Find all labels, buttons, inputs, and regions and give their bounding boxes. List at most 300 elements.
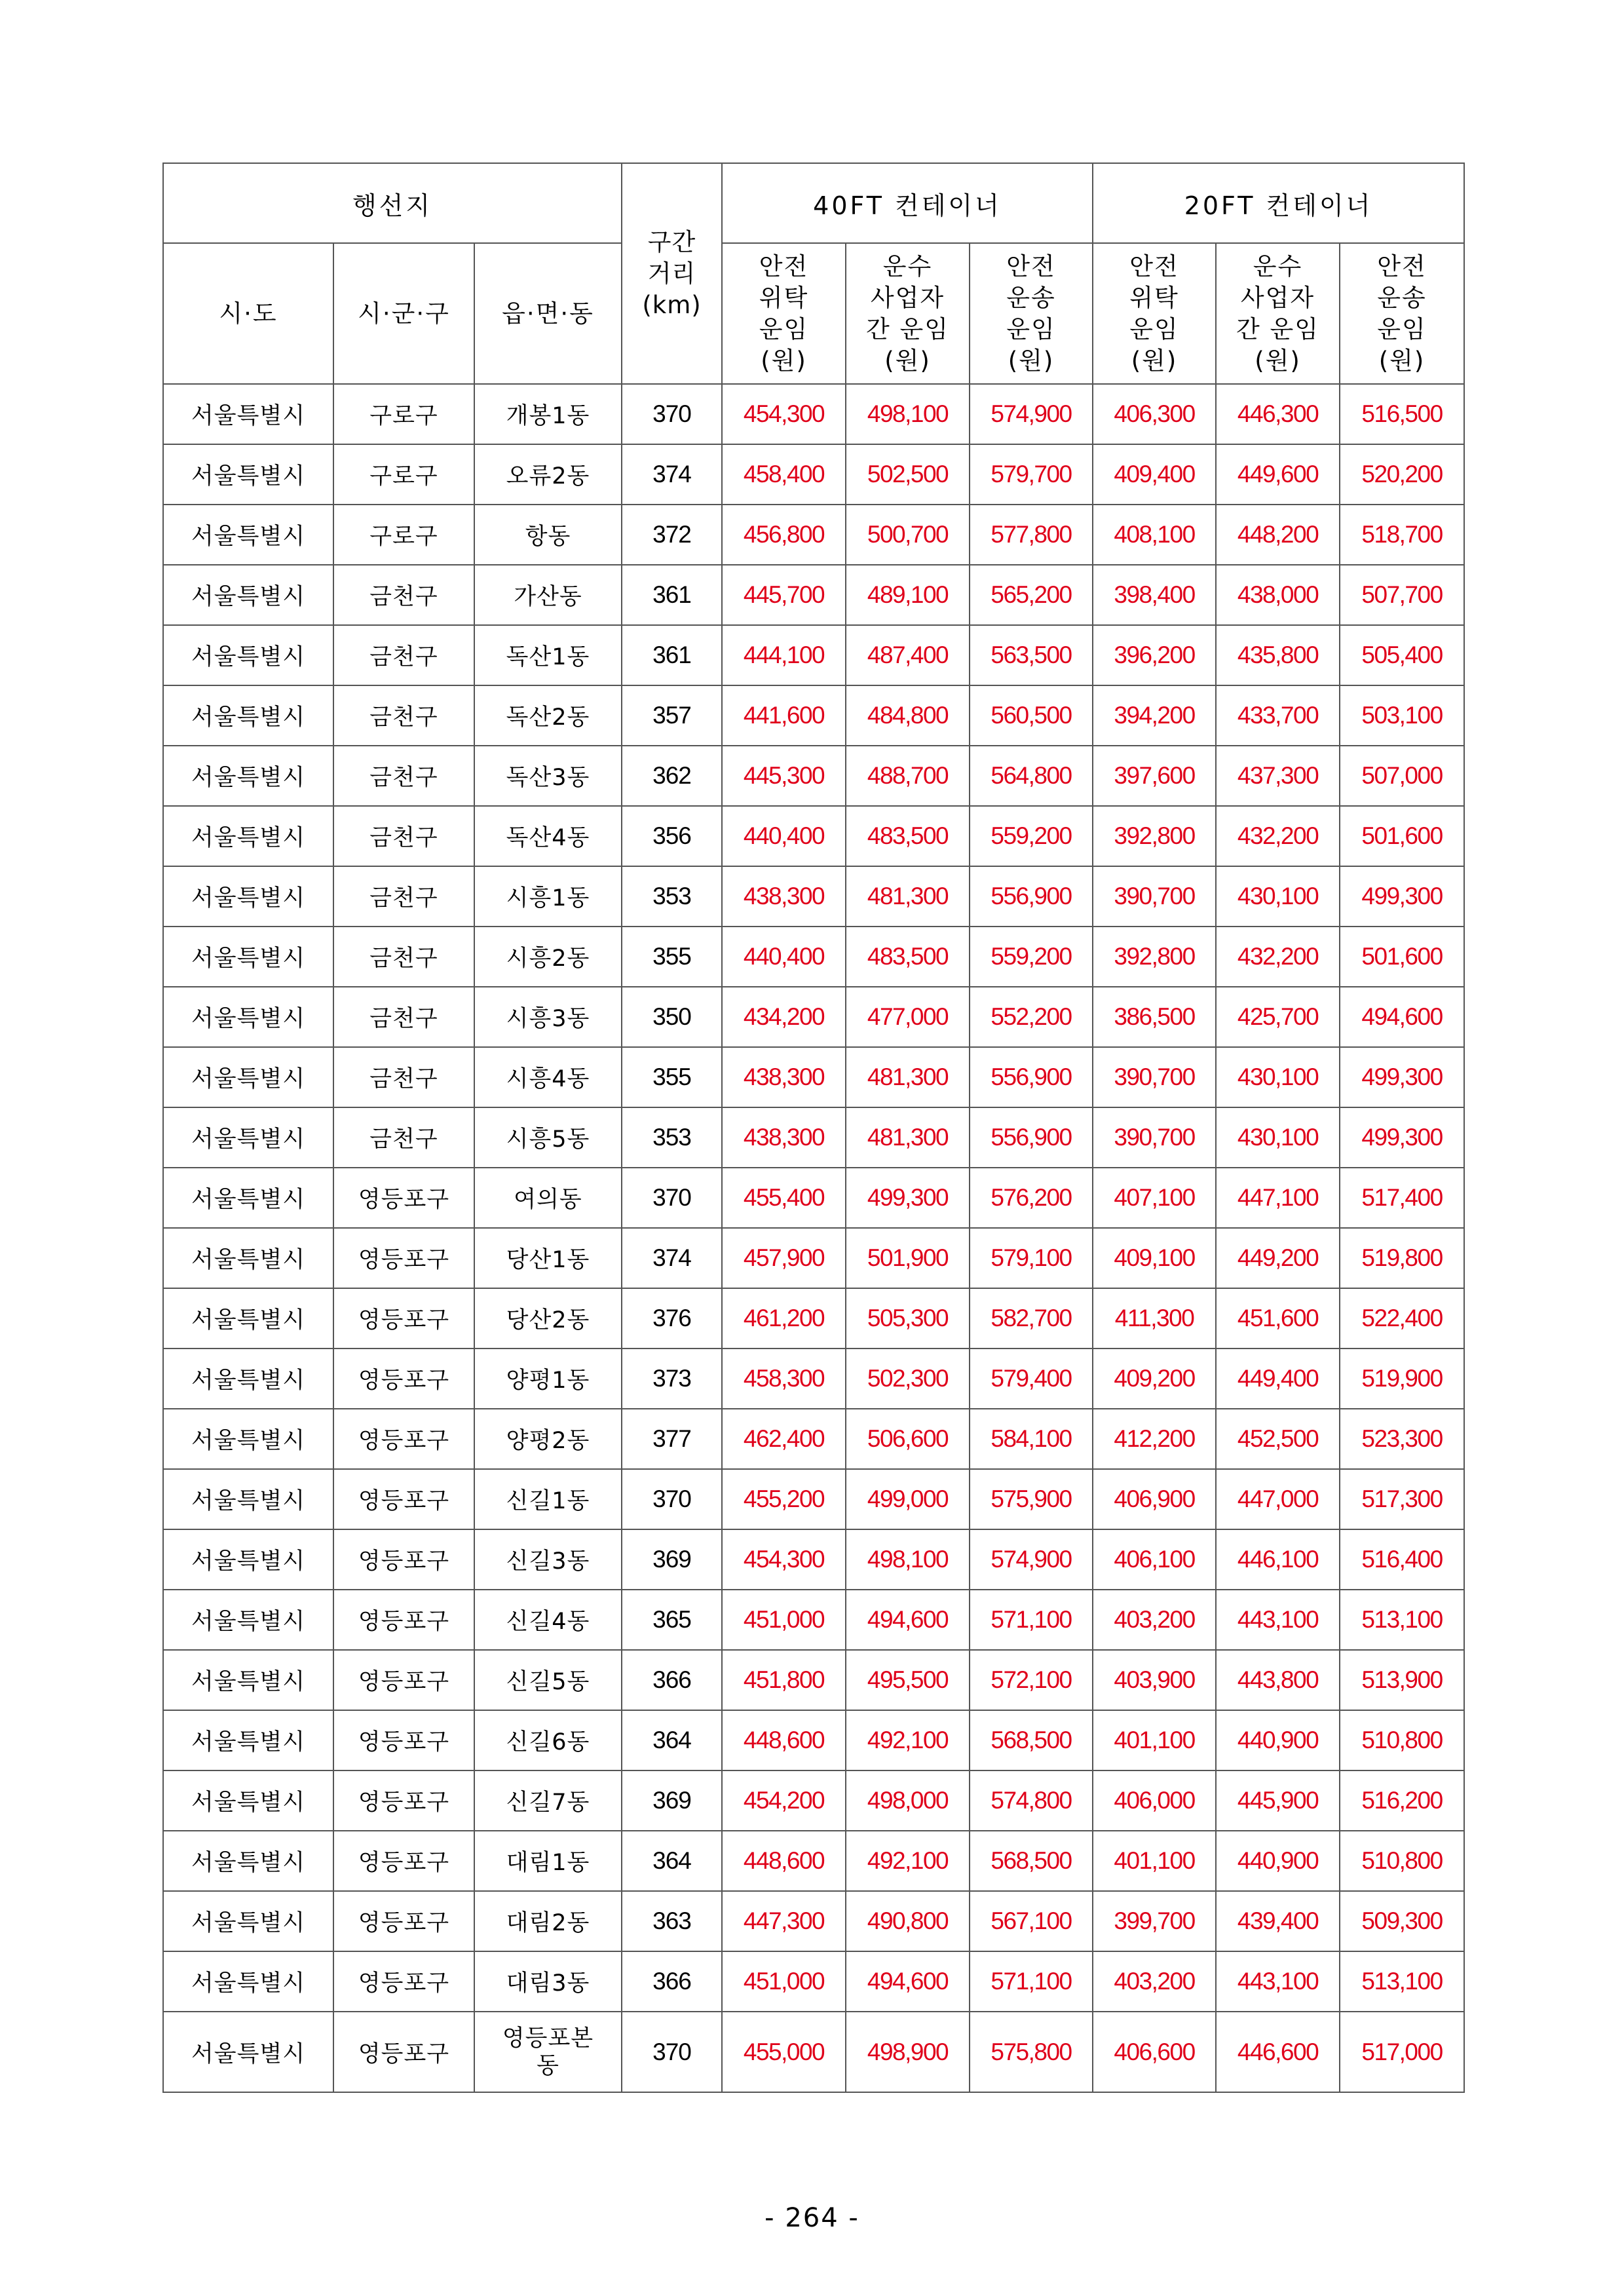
cell-40ft-carrier-rate: 487,400 (846, 625, 970, 685)
cell-40ft-safe-consign-rate: 458,400 (722, 444, 846, 505)
cell-40ft-safe-consign-rate: 440,400 (722, 927, 846, 987)
cell-20ft-carrier-rate: 449,200 (1216, 1228, 1340, 1288)
cell-sido: 서울특별시 (163, 806, 333, 866)
cell-sigungu: 영등포구 (333, 1770, 474, 1831)
table-row (163, 1770, 1464, 1831)
cell-20ft-safe-transport-rate: 499,300 (1340, 1107, 1464, 1168)
cell-40ft-carrier-rate: 501,900 (846, 1228, 970, 1288)
cell-40ft-carrier-rate: 498,000 (846, 1770, 970, 1831)
cell-20ft-safe-transport-rate: 517,400 (1340, 1168, 1464, 1228)
cell-eupmyeondong: 신길5동 (474, 1650, 622, 1710)
cell-eupmyeondong: 대림3동 (474, 1951, 622, 2012)
cell-40ft-carrier-rate: 481,300 (846, 1107, 970, 1168)
cell-eupmyeondong: 영등포본 동 (474, 2012, 622, 2092)
cell-20ft-safe-transport-rate: 513,100 (1340, 1951, 1464, 2012)
cell-20ft-carrier-rate: 446,600 (1216, 2012, 1340, 2092)
cell-sido: 서울특별시 (163, 1288, 333, 1349)
cell-40ft-safe-transport-rate: 564,800 (970, 746, 1093, 806)
cell-40ft-safe-consign-rate: 448,600 (722, 1831, 846, 1891)
cell-20ft-safe-consign-rate: 406,900 (1093, 1469, 1216, 1529)
header-40ft-safe-transport-rate: 안전 운송 운임 (원) (970, 243, 1093, 384)
cell-sigungu: 영등포구 (333, 1590, 474, 1650)
cell-20ft-carrier-rate: 449,600 (1216, 444, 1340, 505)
cell-40ft-safe-transport-rate: 584,100 (970, 1409, 1093, 1469)
cell-sido: 서울특별시 (163, 1107, 333, 1168)
cell-sido: 서울특별시 (163, 1349, 333, 1409)
cell-20ft-safe-transport-rate: 499,300 (1340, 866, 1464, 927)
cell-40ft-safe-transport-rate: 560,500 (970, 685, 1093, 746)
cell-distance-km: 361 (622, 625, 722, 685)
cell-sigungu: 구로구 (333, 444, 474, 505)
cell-eupmyeondong: 대림1동 (474, 1831, 622, 1891)
cell-40ft-safe-transport-rate: 572,100 (970, 1650, 1093, 1710)
cell-20ft-safe-consign-rate: 397,600 (1093, 746, 1216, 806)
cell-distance-km: 365 (622, 1590, 722, 1650)
cell-40ft-safe-consign-rate: 438,300 (722, 866, 846, 927)
page-number: - 264 - (765, 2203, 859, 2233)
table-row (163, 1349, 1464, 1409)
cell-40ft-safe-transport-rate: 571,100 (970, 1951, 1093, 2012)
cell-distance-km: 364 (622, 1831, 722, 1891)
table-row (163, 1650, 1464, 1710)
cell-20ft-carrier-rate: 433,700 (1216, 685, 1340, 746)
cell-40ft-carrier-rate: 494,600 (846, 1951, 970, 2012)
cell-sido: 서울특별시 (163, 1770, 333, 1831)
cell-sido: 서울특별시 (163, 1710, 333, 1770)
cell-sigungu: 영등포구 (333, 1469, 474, 1529)
cell-20ft-carrier-rate: 446,300 (1216, 384, 1340, 444)
table-row (163, 1409, 1464, 1469)
cell-40ft-carrier-rate: 490,800 (846, 1891, 970, 1951)
cell-20ft-safe-transport-rate: 510,800 (1340, 1831, 1464, 1891)
table-row (163, 565, 1464, 625)
cell-40ft-safe-transport-rate: 565,200 (970, 565, 1093, 625)
cell-distance-km: 373 (622, 1349, 722, 1409)
header-destination: 행선지 (163, 163, 622, 243)
cell-40ft-carrier-rate: 492,100 (846, 1710, 970, 1770)
cell-40ft-safe-transport-rate: 579,400 (970, 1349, 1093, 1409)
cell-40ft-safe-transport-rate: 574,800 (970, 1770, 1093, 1831)
cell-20ft-safe-transport-rate: 494,600 (1340, 987, 1464, 1047)
cell-20ft-carrier-rate: 452,500 (1216, 1409, 1340, 1469)
cell-20ft-carrier-rate: 451,600 (1216, 1288, 1340, 1349)
cell-20ft-safe-consign-rate: 403,200 (1093, 1590, 1216, 1650)
cell-20ft-safe-transport-rate: 507,000 (1340, 746, 1464, 806)
cell-40ft-safe-transport-rate: 559,200 (970, 806, 1093, 866)
cell-40ft-carrier-rate: 477,000 (846, 987, 970, 1047)
cell-sigungu: 금천구 (333, 565, 474, 625)
cell-sido: 서울특별시 (163, 1469, 333, 1529)
cell-sido: 서울특별시 (163, 1831, 333, 1891)
cell-20ft-safe-transport-rate: 513,900 (1340, 1650, 1464, 1710)
cell-20ft-carrier-rate: 440,900 (1216, 1831, 1340, 1891)
cell-sigungu: 금천구 (333, 625, 474, 685)
cell-40ft-safe-consign-rate: 438,300 (722, 1107, 846, 1168)
header-20ft-safe-transport-rate: 안전 운송 운임 (원) (1340, 243, 1464, 384)
cell-40ft-carrier-rate: 498,100 (846, 1529, 970, 1590)
cell-20ft-safe-consign-rate: 401,100 (1093, 1710, 1216, 1770)
cell-sido: 서울특별시 (163, 1951, 333, 2012)
cell-40ft-carrier-rate: 488,700 (846, 746, 970, 806)
cell-eupmyeondong: 신길7동 (474, 1770, 622, 1831)
cell-40ft-safe-transport-rate: 579,700 (970, 444, 1093, 505)
cell-20ft-safe-transport-rate: 517,000 (1340, 2012, 1464, 2092)
cell-40ft-safe-transport-rate: 568,500 (970, 1831, 1093, 1891)
cell-20ft-safe-consign-rate: 409,100 (1093, 1228, 1216, 1288)
table-row (163, 1529, 1464, 1590)
table-row (163, 1951, 1464, 2012)
table-row (163, 1831, 1464, 1891)
header-20ft-container: 20FT 컨테이너 (1093, 163, 1464, 243)
cell-20ft-safe-consign-rate: 407,100 (1093, 1168, 1216, 1228)
cell-20ft-safe-consign-rate: 401,100 (1093, 1831, 1216, 1891)
cell-eupmyeondong: 독산4동 (474, 806, 622, 866)
cell-sigungu: 영등포구 (333, 1228, 474, 1288)
cell-sigungu: 영등포구 (333, 1710, 474, 1770)
cell-20ft-safe-transport-rate: 523,300 (1340, 1409, 1464, 1469)
cell-20ft-carrier-rate: 447,000 (1216, 1469, 1340, 1529)
cell-40ft-carrier-rate: 502,500 (846, 444, 970, 505)
cell-sigungu: 영등포구 (333, 1831, 474, 1891)
cell-distance-km: 363 (622, 1891, 722, 1951)
cell-eupmyeondong: 양평1동 (474, 1349, 622, 1409)
cell-40ft-safe-consign-rate: 462,400 (722, 1409, 846, 1469)
cell-40ft-safe-consign-rate: 451,800 (722, 1650, 846, 1710)
cell-20ft-safe-transport-rate: 516,200 (1340, 1770, 1464, 1831)
cell-sigungu: 영등포구 (333, 1951, 474, 2012)
table-row (163, 685, 1464, 746)
cell-20ft-safe-consign-rate: 392,800 (1093, 927, 1216, 987)
cell-distance-km: 357 (622, 685, 722, 746)
cell-20ft-safe-consign-rate: 406,000 (1093, 1770, 1216, 1831)
header-40ft-safe-consign-rate: 안전 위탁 운임 (원) (722, 243, 846, 384)
cell-20ft-safe-consign-rate: 406,300 (1093, 384, 1216, 444)
cell-eupmyeondong: 신길4동 (474, 1590, 622, 1650)
cell-sigungu: 영등포구 (333, 1288, 474, 1349)
cell-40ft-carrier-rate: 500,700 (846, 505, 970, 565)
cell-distance-km: 361 (622, 565, 722, 625)
cell-sigungu: 금천구 (333, 987, 474, 1047)
cell-eupmyeondong: 항동 (474, 505, 622, 565)
cell-eupmyeondong: 시흥1동 (474, 866, 622, 927)
cell-eupmyeondong: 가산동 (474, 565, 622, 625)
cell-sido: 서울특별시 (163, 987, 333, 1047)
cell-distance-km: 374 (622, 444, 722, 505)
cell-sigungu: 영등포구 (333, 1891, 474, 1951)
table-row (163, 505, 1464, 565)
cell-sigungu: 구로구 (333, 384, 474, 444)
cell-20ft-carrier-rate: 430,100 (1216, 866, 1340, 927)
table-row (163, 625, 1464, 685)
cell-40ft-safe-consign-rate: 457,900 (722, 1228, 846, 1288)
cell-sido: 서울특별시 (163, 1228, 333, 1288)
cell-40ft-safe-consign-rate: 454,300 (722, 384, 846, 444)
cell-40ft-safe-transport-rate: 574,900 (970, 384, 1093, 444)
cell-20ft-safe-transport-rate: 518,700 (1340, 505, 1464, 565)
cell-40ft-safe-consign-rate: 438,300 (722, 1047, 846, 1107)
cell-distance-km: 355 (622, 927, 722, 987)
cell-distance-km: 377 (622, 1409, 722, 1469)
cell-20ft-safe-transport-rate: 507,700 (1340, 565, 1464, 625)
cell-20ft-safe-consign-rate: 406,600 (1093, 2012, 1216, 2092)
header-40ft-container: 40FT 컨테이너 (722, 163, 1093, 243)
cell-20ft-carrier-rate: 443,100 (1216, 1590, 1340, 1650)
cell-40ft-safe-transport-rate: 563,500 (970, 625, 1093, 685)
cell-eupmyeondong: 대림2동 (474, 1891, 622, 1951)
cell-20ft-safe-consign-rate: 390,700 (1093, 866, 1216, 927)
cell-40ft-safe-transport-rate: 552,200 (970, 987, 1093, 1047)
cell-20ft-safe-consign-rate: 390,700 (1093, 1047, 1216, 1107)
cell-40ft-carrier-rate: 499,300 (846, 1168, 970, 1228)
table-row (163, 444, 1464, 505)
table-row (163, 1228, 1464, 1288)
table-row (163, 1047, 1464, 1107)
header-distance: 구간 거리 (km) (622, 163, 722, 384)
header-40ft-carrier-rate: 운수 사업자 간 운임 (원) (846, 243, 970, 384)
cell-sigungu: 금천구 (333, 806, 474, 866)
cell-40ft-carrier-rate: 483,500 (846, 806, 970, 866)
cell-40ft-safe-transport-rate: 579,100 (970, 1228, 1093, 1288)
cell-sido: 서울특별시 (163, 1529, 333, 1590)
cell-40ft-safe-consign-rate: 456,800 (722, 505, 846, 565)
cell-40ft-carrier-rate: 492,100 (846, 1831, 970, 1891)
cell-eupmyeondong: 신길1동 (474, 1469, 622, 1529)
cell-20ft-carrier-rate: 430,100 (1216, 1107, 1340, 1168)
cell-eupmyeondong: 신길6동 (474, 1710, 622, 1770)
cell-40ft-safe-consign-rate: 448,600 (722, 1710, 846, 1770)
cell-40ft-safe-consign-rate: 445,700 (722, 565, 846, 625)
table-row (163, 866, 1464, 927)
cell-distance-km: 372 (622, 505, 722, 565)
header-sigungu: 시·군·구 (333, 243, 474, 384)
cell-20ft-carrier-rate: 438,000 (1216, 565, 1340, 625)
cell-20ft-carrier-rate: 448,200 (1216, 505, 1340, 565)
cell-sigungu: 영등포구 (333, 2012, 474, 2092)
cell-40ft-carrier-rate: 498,100 (846, 384, 970, 444)
cell-20ft-carrier-rate: 437,300 (1216, 746, 1340, 806)
cell-sido: 서울특별시 (163, 625, 333, 685)
cell-40ft-safe-consign-rate: 454,300 (722, 1529, 846, 1590)
cell-20ft-carrier-rate: 425,700 (1216, 987, 1340, 1047)
cell-40ft-carrier-rate: 506,600 (846, 1409, 970, 1469)
cell-sigungu: 금천구 (333, 746, 474, 806)
table-row (163, 384, 1464, 444)
cell-sido: 서울특별시 (163, 1891, 333, 1951)
cell-40ft-safe-transport-rate: 575,900 (970, 1469, 1093, 1529)
cell-distance-km: 350 (622, 987, 722, 1047)
cell-sigungu: 금천구 (333, 685, 474, 746)
table-row (163, 1288, 1464, 1349)
cell-distance-km: 353 (622, 1107, 722, 1168)
cell-20ft-safe-transport-rate: 520,200 (1340, 444, 1464, 505)
cell-sido: 서울특별시 (163, 927, 333, 987)
cell-20ft-safe-transport-rate: 499,300 (1340, 1047, 1464, 1107)
cell-sigungu: 금천구 (333, 1107, 474, 1168)
cell-40ft-carrier-rate: 483,500 (846, 927, 970, 987)
cell-40ft-safe-transport-rate: 582,700 (970, 1288, 1093, 1349)
cell-40ft-safe-consign-rate: 451,000 (722, 1590, 846, 1650)
cell-sido: 서울특별시 (163, 505, 333, 565)
cell-20ft-carrier-rate: 440,900 (1216, 1710, 1340, 1770)
cell-distance-km: 370 (622, 384, 722, 444)
cell-40ft-safe-consign-rate: 451,000 (722, 1951, 846, 2012)
cell-20ft-safe-consign-rate: 394,200 (1093, 685, 1216, 746)
cell-20ft-safe-transport-rate: 505,400 (1340, 625, 1464, 685)
cell-distance-km: 370 (622, 1469, 722, 1529)
cell-sido: 서울특별시 (163, 384, 333, 444)
cell-sigungu: 구로구 (333, 505, 474, 565)
cell-20ft-safe-transport-rate: 503,100 (1340, 685, 1464, 746)
cell-20ft-safe-transport-rate: 519,900 (1340, 1349, 1464, 1409)
cell-40ft-safe-transport-rate: 556,900 (970, 1107, 1093, 1168)
cell-40ft-safe-transport-rate: 559,200 (970, 927, 1093, 987)
cell-sido: 서울특별시 (163, 1047, 333, 1107)
cell-sido: 서울특별시 (163, 444, 333, 505)
cell-40ft-safe-consign-rate: 444,100 (722, 625, 846, 685)
cell-40ft-safe-consign-rate: 445,300 (722, 746, 846, 806)
cell-eupmyeondong: 개봉1동 (474, 384, 622, 444)
cell-sigungu: 영등포구 (333, 1349, 474, 1409)
cell-20ft-safe-transport-rate: 519,800 (1340, 1228, 1464, 1288)
cell-eupmyeondong: 독산1동 (474, 625, 622, 685)
cell-sigungu: 금천구 (333, 927, 474, 987)
cell-20ft-safe-transport-rate: 517,300 (1340, 1469, 1464, 1529)
header-eupmyeondong: 읍·면·동 (474, 243, 622, 384)
cell-eupmyeondong: 독산2동 (474, 685, 622, 746)
cell-sido: 서울특별시 (163, 1168, 333, 1228)
cell-sigungu: 금천구 (333, 1047, 474, 1107)
cell-20ft-carrier-rate: 432,200 (1216, 927, 1340, 987)
cell-40ft-safe-consign-rate: 461,200 (722, 1288, 846, 1349)
cell-20ft-safe-transport-rate: 501,600 (1340, 806, 1464, 866)
cell-40ft-safe-consign-rate: 455,000 (722, 2012, 846, 2092)
table-row (163, 806, 1464, 866)
cell-20ft-carrier-rate: 432,200 (1216, 806, 1340, 866)
table-row (163, 1168, 1464, 1228)
cell-distance-km: 369 (622, 1529, 722, 1590)
cell-20ft-safe-transport-rate: 509,300 (1340, 1891, 1464, 1951)
cell-40ft-carrier-rate: 505,300 (846, 1288, 970, 1349)
cell-distance-km: 366 (622, 1650, 722, 1710)
cell-40ft-safe-transport-rate: 577,800 (970, 505, 1093, 565)
cell-distance-km: 370 (622, 1168, 722, 1228)
cell-20ft-carrier-rate: 447,100 (1216, 1168, 1340, 1228)
cell-distance-km: 369 (622, 1770, 722, 1831)
cell-40ft-safe-consign-rate: 455,400 (722, 1168, 846, 1228)
cell-20ft-safe-transport-rate: 513,100 (1340, 1590, 1464, 1650)
cell-sido: 서울특별시 (163, 1650, 333, 1710)
cell-40ft-safe-transport-rate: 568,500 (970, 1710, 1093, 1770)
cell-sigungu: 영등포구 (333, 1650, 474, 1710)
cell-40ft-safe-consign-rate: 458,300 (722, 1349, 846, 1409)
cell-20ft-safe-consign-rate: 386,500 (1093, 987, 1216, 1047)
cell-distance-km: 374 (622, 1228, 722, 1288)
cell-sido: 서울특별시 (163, 685, 333, 746)
cell-40ft-carrier-rate: 499,000 (846, 1469, 970, 1529)
cell-eupmyeondong: 시흥3동 (474, 987, 622, 1047)
cell-40ft-safe-transport-rate: 574,900 (970, 1529, 1093, 1590)
cell-20ft-safe-consign-rate: 403,900 (1093, 1650, 1216, 1710)
cell-40ft-safe-consign-rate: 440,400 (722, 806, 846, 866)
cell-eupmyeondong: 오류2동 (474, 444, 622, 505)
cell-40ft-carrier-rate: 481,300 (846, 1047, 970, 1107)
cell-eupmyeondong: 시흥4동 (474, 1047, 622, 1107)
cell-40ft-safe-transport-rate: 571,100 (970, 1590, 1093, 1650)
cell-40ft-safe-consign-rate: 447,300 (722, 1891, 846, 1951)
cell-40ft-safe-transport-rate: 567,100 (970, 1891, 1093, 1951)
cell-40ft-safe-transport-rate: 556,900 (970, 866, 1093, 927)
table-row (163, 1107, 1464, 1168)
cell-20ft-safe-consign-rate: 406,100 (1093, 1529, 1216, 1590)
cell-40ft-carrier-rate: 495,500 (846, 1650, 970, 1710)
table-row (163, 927, 1464, 987)
cell-sido: 서울특별시 (163, 1409, 333, 1469)
table-row (163, 1891, 1464, 1951)
cell-sido: 서울특별시 (163, 2012, 333, 2092)
cell-40ft-safe-transport-rate: 576,200 (970, 1168, 1093, 1228)
cell-20ft-safe-consign-rate: 399,700 (1093, 1891, 1216, 1951)
cell-eupmyeondong: 시흥5동 (474, 1107, 622, 1168)
table-row (163, 2012, 1464, 2092)
cell-sigungu: 영등포구 (333, 1168, 474, 1228)
cell-40ft-safe-consign-rate: 455,200 (722, 1469, 846, 1529)
table-body (163, 384, 1464, 2092)
header-sido: 시·도 (163, 243, 333, 384)
table-row (163, 746, 1464, 806)
cell-sigungu: 영등포구 (333, 1409, 474, 1469)
cell-20ft-safe-consign-rate: 408,100 (1093, 505, 1216, 565)
cell-distance-km: 366 (622, 1951, 722, 2012)
cell-distance-km: 353 (622, 866, 722, 927)
table-row (163, 1590, 1464, 1650)
cell-eupmyeondong: 신길3동 (474, 1529, 622, 1590)
cell-20ft-safe-consign-rate: 411,300 (1093, 1288, 1216, 1349)
cell-distance-km: 376 (622, 1288, 722, 1349)
cell-40ft-safe-transport-rate: 575,800 (970, 2012, 1093, 2092)
cell-eupmyeondong: 여의동 (474, 1168, 622, 1228)
cell-sido: 서울특별시 (163, 1590, 333, 1650)
table-row (163, 1469, 1464, 1529)
cell-40ft-safe-consign-rate: 441,600 (722, 685, 846, 746)
table-row (163, 1710, 1464, 1770)
cell-eupmyeondong: 당산2동 (474, 1288, 622, 1349)
cell-20ft-safe-consign-rate: 409,200 (1093, 1349, 1216, 1409)
cell-40ft-carrier-rate: 494,600 (846, 1590, 970, 1650)
cell-20ft-safe-consign-rate: 392,800 (1093, 806, 1216, 866)
cell-20ft-carrier-rate: 446,100 (1216, 1529, 1340, 1590)
cell-40ft-carrier-rate: 481,300 (846, 866, 970, 927)
cell-sido: 서울특별시 (163, 746, 333, 806)
cell-20ft-safe-consign-rate: 398,400 (1093, 565, 1216, 625)
table-row (163, 987, 1464, 1047)
cell-40ft-carrier-rate: 498,900 (846, 2012, 970, 2092)
cell-20ft-safe-transport-rate: 510,800 (1340, 1710, 1464, 1770)
cell-40ft-carrier-rate: 484,800 (846, 685, 970, 746)
cell-40ft-safe-consign-rate: 454,200 (722, 1770, 846, 1831)
cell-sigungu: 금천구 (333, 866, 474, 927)
cell-sido: 서울특별시 (163, 565, 333, 625)
cell-20ft-carrier-rate: 443,100 (1216, 1951, 1340, 2012)
cell-eupmyeondong: 양평2동 (474, 1409, 622, 1469)
cell-20ft-safe-consign-rate: 396,200 (1093, 625, 1216, 685)
cell-eupmyeondong: 시흥2동 (474, 927, 622, 987)
cell-20ft-carrier-rate: 435,800 (1216, 625, 1340, 685)
cell-20ft-carrier-rate: 439,400 (1216, 1891, 1340, 1951)
cell-20ft-safe-consign-rate: 409,400 (1093, 444, 1216, 505)
cell-20ft-safe-transport-rate: 516,400 (1340, 1529, 1464, 1590)
cell-distance-km: 362 (622, 746, 722, 806)
header-20ft-carrier-rate: 운수 사업자 간 운임 (원) (1216, 243, 1340, 384)
